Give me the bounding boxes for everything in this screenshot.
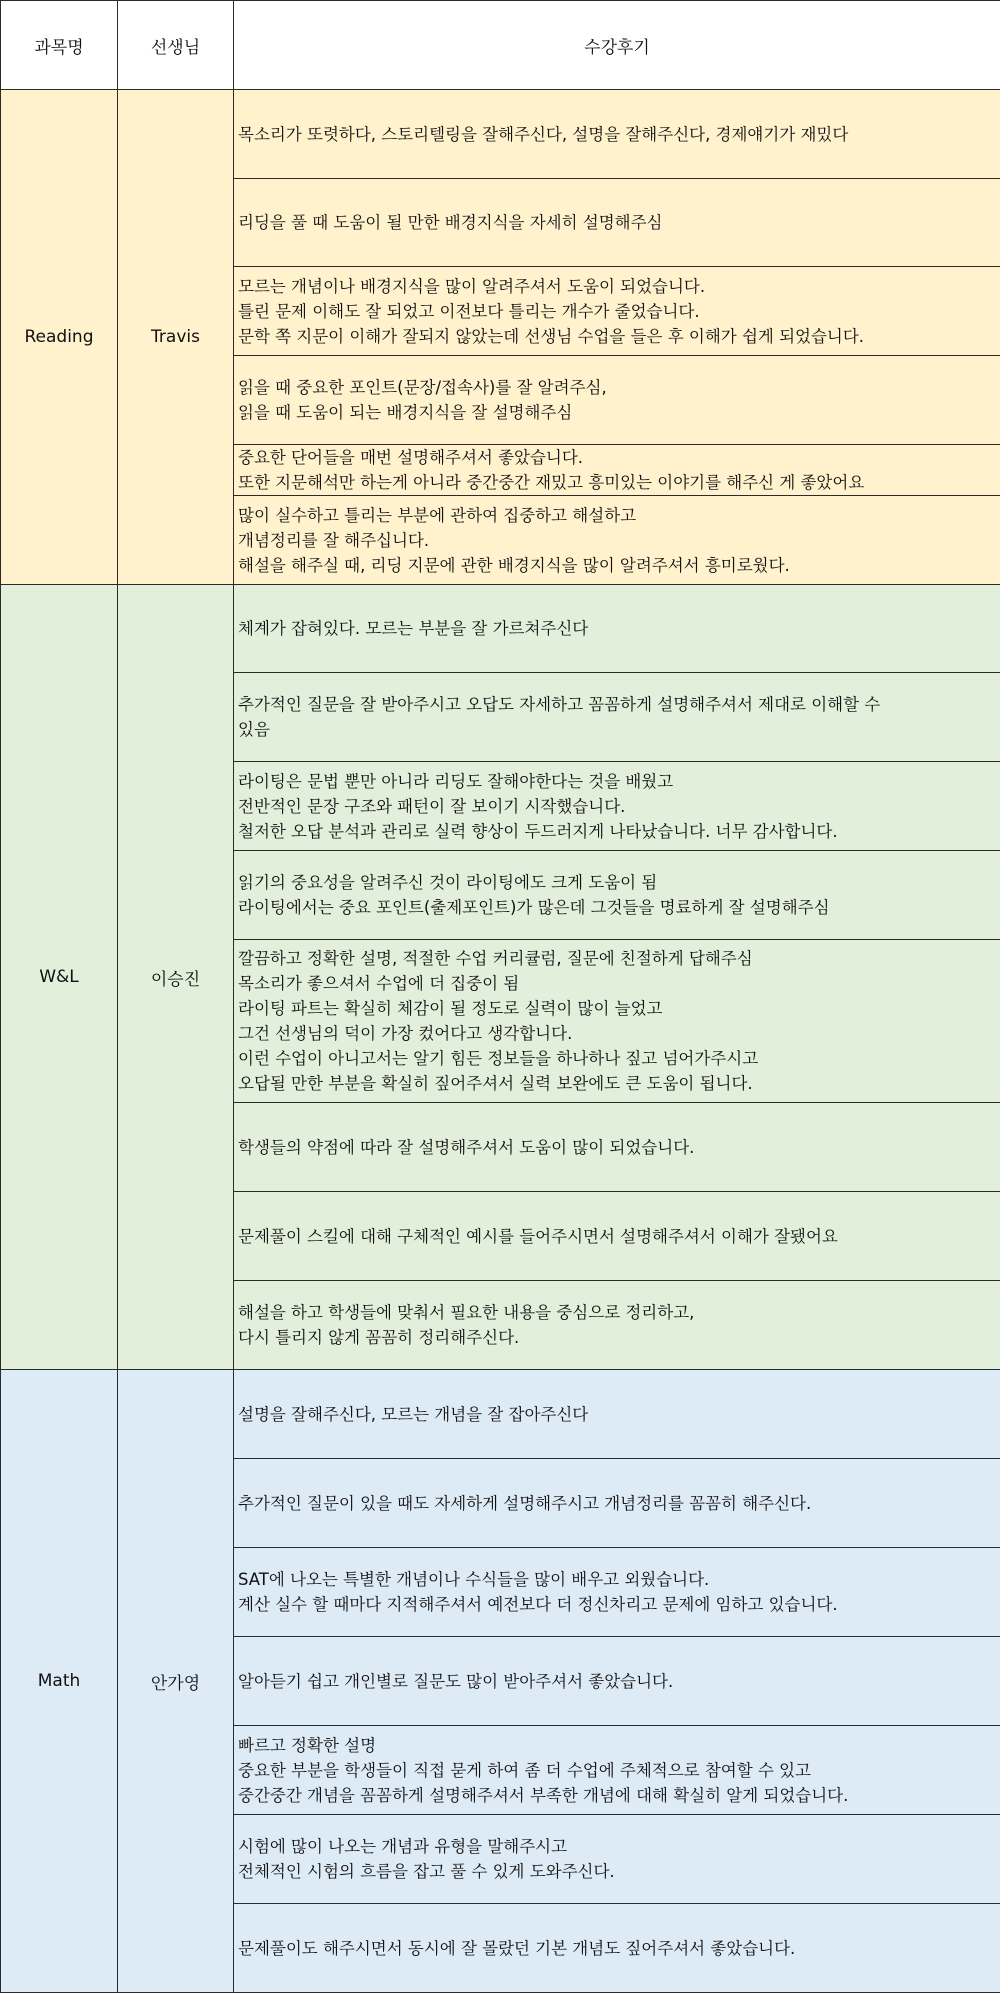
table-row [1,585,1000,673]
review-line: 추가적인 질문이 있을 때도 자세하게 설명해주시고 개념정리를 꼼꼼히 해주신다. [238,1491,996,1516]
review-line: 이런 수업이 아니고서는 알기 힘든 정보들을 하나하나 짚고 넘어가주시고 [238,1046,996,1071]
review-cell [234,673,1000,762]
review-line: 설명을 잘해주신다, 모르는 개념을 잘 잡아주신다 [238,1402,996,1427]
review-cell [234,1548,1000,1637]
review-cell [234,90,1000,179]
review-line: 문제풀이 스킬에 대해 구체적인 예시를 들어주시면서 설명해주셔서 이해가 잘됐어요 [238,1224,996,1249]
review-cell [234,585,1000,673]
header-review: 수강후기 [234,1,1000,90]
review-line: 라이팅은 문법 뿐만 아니라 리딩도 잘해야한다는 것을 배웠고 [238,769,996,794]
review-line: 해설을 해주실 때, 리딩 지문에 관한 배경지식을 많이 알려주셔서 흥미로웠다. [238,553,996,578]
review-line: 목소리가 좋으셔서 수업에 더 집중이 됨 [238,971,996,996]
review-cell [234,1103,1000,1192]
review-line: 리딩을 풀 때 도움이 될 만한 배경지식을 자세히 설명해주심 [238,210,996,235]
review-line: 체계가 잡혀있다. 모르는 부분을 잘 가르쳐주신다 [238,616,996,641]
review-line: 문제풀이도 해주시면서 동시에 잘 몰랐던 기본 개념도 짚어주셔서 좋았습니다. [238,1936,996,1961]
review-cell [234,762,1000,851]
review-line: 계산 실수 할 때마다 지적해주셔서 예전보다 더 정신차리고 문제에 임하고 있습니다. [238,1592,996,1617]
review-cell [234,940,1000,1103]
review-cell [234,1726,1000,1815]
review-cell [234,1637,1000,1726]
review-line: 철저한 오답 분석과 관리로 실력 향상이 두드러지게 나타났습니다. 너무 감사합니다. [238,819,996,844]
review-line: 깔끔하고 정확한 설명, 적절한 수업 커리큘럼, 질문에 친절하게 답해주심 [238,946,996,971]
review-cell [234,1904,1000,1993]
review-cell [234,496,1000,585]
review-line: 읽기의 중요성을 알려주신 것이 라이팅에도 크게 도움이 됨 [238,870,996,895]
review-line: 많이 실수하고 틀리는 부분에 관하여 집중하고 해설하고 [238,503,996,528]
table-row [1,90,1000,179]
review-line: 추가적인 질문을 잘 받아주시고 오답도 자세하고 꼼꼼하게 설명해주셔서 제대로 이해할 수 [238,692,996,717]
header-teacher: 선생님 [118,1,234,90]
review-cell [234,267,1000,356]
table-body [1,90,1000,1993]
review-line: 읽을 때 중요한 포인트(문장/접속사)를 잘 알려주심, [238,375,996,400]
review-cell [234,1815,1000,1904]
subject-cell-math: Math [1,1370,118,1993]
header-subject: 과목명 [1,1,118,90]
subject-cell-reading: Reading [1,90,118,585]
review-line: 또한 지문해석만 하는게 아니라 중간중간 재밌고 흥미있는 이야기를 해주신 게 좋았어요 [238,470,996,495]
review-cell [234,1459,1000,1548]
review-cell [234,1281,1000,1370]
review-line: 모르는 개념이나 배경지식을 많이 알려주셔서 도움이 되었습니다. [238,274,996,299]
review-cell [234,445,1000,496]
review-line: 틀린 문제 이해도 잘 되었고 이전보다 틀리는 개수가 줄었습니다. [238,299,996,324]
review-line: 있음 [238,717,996,742]
review-line: 중간중간 개념을 꼼꼼하게 설명해주셔서 부족한 개념에 대해 확실히 알게 되었습니다. [238,1783,996,1808]
review-cell [234,851,1000,940]
review-line: 전체적인 시험의 흐름을 잡고 풀 수 있게 도와주신다. [238,1859,996,1884]
teacher-cell-math: 안가영 [118,1370,234,1993]
review-line: 개념정리를 잘 해주십니다. [238,528,996,553]
review-line: 중요한 단어들을 매번 설명해주셔서 좋았습니다. [238,445,996,470]
review-line: 학생들의 약점에 따라 잘 설명해주셔서 도움이 많이 되었습니다. [238,1135,996,1160]
review-line: 라이팅에서는 중요 포인트(출제포인트)가 많은데 그것들을 명료하게 잘 설명해주심 [238,895,996,920]
review-cell [234,179,1000,267]
review-line: 읽을 때 도움이 되는 배경지식을 잘 설명해주심 [238,400,996,425]
review-cell [234,1192,1000,1281]
review-cell [234,356,1000,445]
review-line: SAT에 나오는 특별한 개념이나 수식들을 많이 배우고 외웠습니다. [238,1567,996,1592]
review-line: 다시 틀리지 않게 꼼꼼히 정리해주신다. [238,1325,996,1350]
review-line: 알아듣기 쉽고 개인별로 질문도 많이 받아주셔서 좋았습니다. [238,1669,996,1694]
review-line: 그건 선생님의 덕이 가장 컸어다고 생각합니다. [238,1021,996,1046]
review-line: 빠르고 정확한 설명 [238,1733,996,1758]
teacher-cell-reading: Travis [118,90,234,585]
review-line: 중요한 부분을 학생들이 직접 묻게 하여 좀 더 수업에 주체적으로 참여할 수 있고 [238,1758,996,1783]
review-line: 시험에 많이 나오는 개념과 유형을 말해주시고 [238,1834,996,1859]
review-line: 해설을 하고 학생들에 맞춰서 필요한 내용을 중심으로 정리하고, [238,1300,996,1325]
review-line: 문학 쪽 지문이 이해가 잘되지 않았는데 선생님 수업을 들은 후 이해가 쉽게 되었습니다. [238,324,996,349]
subject-cell-wl: W&L [1,585,118,1370]
review-line: 전반적인 문장 구조와 패턴이 잘 보이기 시작했습니다. [238,794,996,819]
table-row [1,1370,1000,1459]
review-line: 오답될 만한 부분을 확실히 짚어주셔서 실력 보완에도 큰 도움이 됩니다. [238,1071,996,1096]
review-line: 라이팅 파트는 확실히 체감이 될 정도로 실력이 많이 늘었고 [238,996,996,1021]
header-row [1,1,1000,90]
teacher-cell-wl: 이승진 [118,585,234,1370]
review-line: 목소리가 또렷하다, 스토리텔링을 잘해주신다, 설명을 잘해주신다, 경제얘기가 재밌다 [238,122,996,147]
review-cell [234,1370,1000,1459]
